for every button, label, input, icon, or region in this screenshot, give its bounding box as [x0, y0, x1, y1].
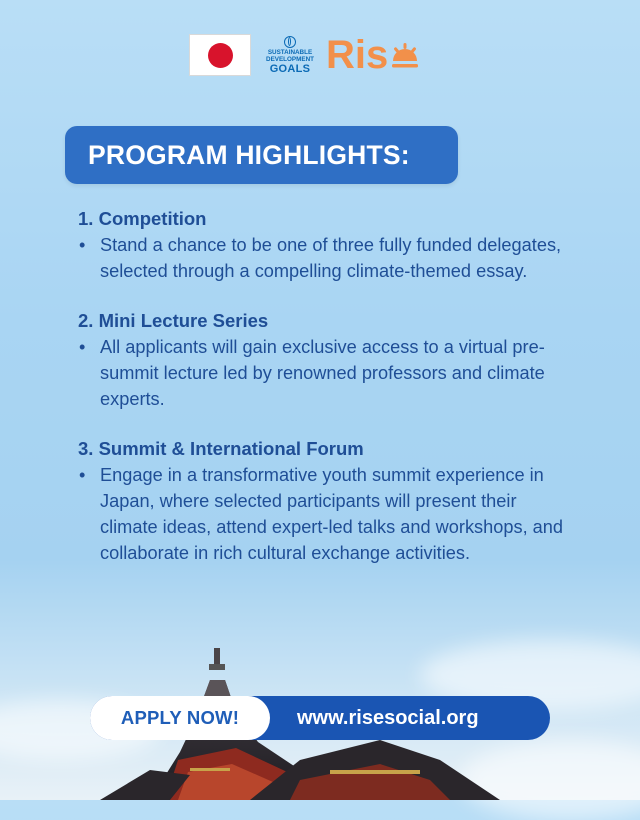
list-item	[78, 462, 578, 566]
list-item	[78, 334, 578, 412]
highlight-section-competition	[78, 206, 578, 284]
page-title: PROGRAM HIGHLIGHTS:	[88, 139, 410, 170]
highlight-section-summit	[78, 436, 578, 566]
section-number: 2.	[78, 310, 94, 331]
section-title	[78, 436, 578, 462]
section-description: Engage in a transformative youth summit experience in Japan, where selected participants will present their climate ideas, attend expert-led talks and workshops, and collaborate in rich cultural exchange activities.	[100, 465, 564, 563]
bullet-icon: •	[79, 465, 86, 485]
logo-bar	[189, 32, 420, 78]
section-number: 1.	[78, 208, 94, 229]
section-heading: Mini Lecture Series	[98, 310, 269, 331]
sdg-logo	[266, 36, 314, 75]
section-heading: Summit & International Forum	[98, 438, 364, 459]
japan-flag-logo	[189, 34, 251, 76]
section-heading: Competition	[98, 208, 207, 229]
section-number: 3.	[78, 438, 94, 459]
section-description: Stand a chance to be one of three fully funded delegates, selected through a compelling climate-themed essay.	[100, 235, 562, 281]
rising-sun-icon	[390, 40, 420, 70]
flag-red-circle	[208, 43, 233, 68]
list-item	[78, 232, 578, 284]
sdg-line-1: SUSTAINABLE	[267, 48, 313, 56]
section-description: All applicants will gain exclusive access to a virtual pre-summit lecture led by renowned professors and climate experts.	[100, 337, 545, 409]
section-title	[78, 206, 578, 232]
sdg-goals-word: GOALS	[269, 62, 311, 75]
rise-logo	[326, 35, 420, 75]
sdg-line-2: DEVELOPMENT	[266, 55, 314, 63]
un-globe-icon	[284, 36, 296, 48]
apply-now-button[interactable]: APPLY NOW!	[90, 696, 270, 740]
highlight-section-lecture-series	[78, 308, 578, 412]
rise-logo-text: Ris	[326, 33, 389, 77]
bullet-icon: •	[79, 235, 86, 255]
program-highlights-banner	[65, 126, 458, 184]
bullet-icon: •	[79, 337, 86, 357]
website-link[interactable]: www.risesocial.org	[297, 706, 479, 729]
highlights-list	[78, 206, 578, 590]
section-title	[78, 308, 578, 334]
footer-cta-bar	[90, 696, 550, 740]
